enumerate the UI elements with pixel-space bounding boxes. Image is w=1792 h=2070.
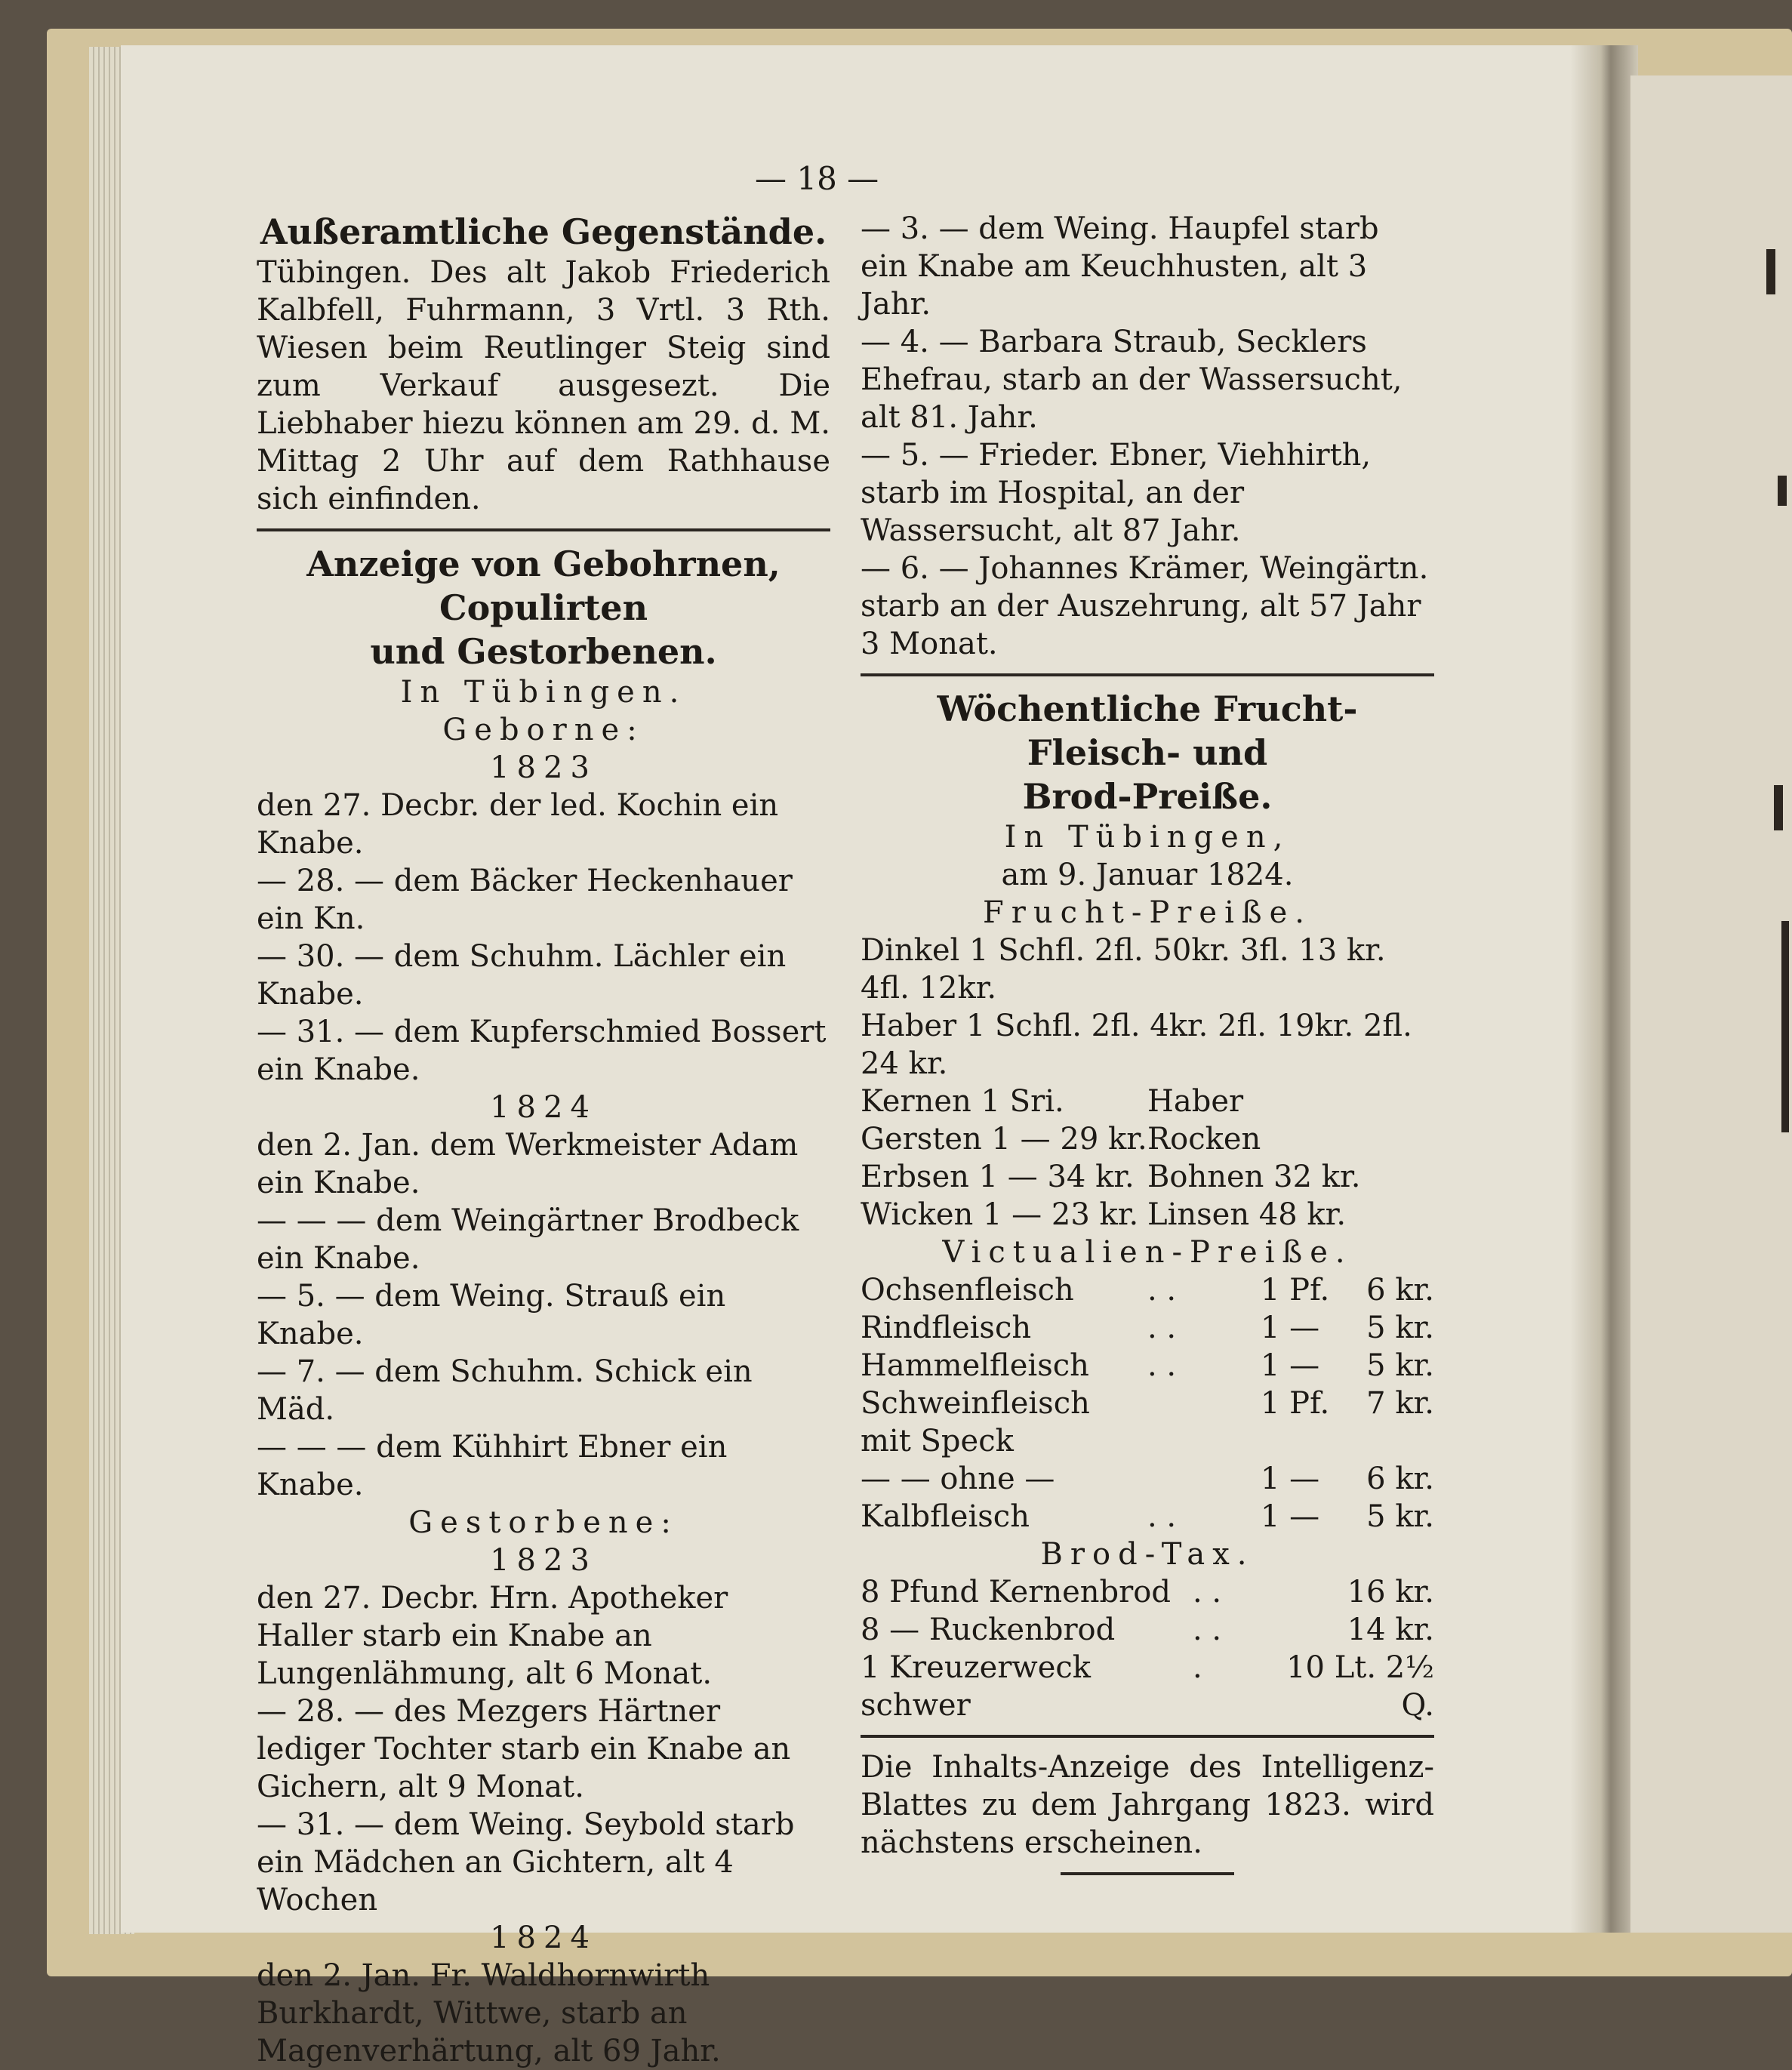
left-column: [257, 210, 830, 2070]
table-cell: Kalbfleisch: [861, 1499, 1030, 1534]
table-cell: .: [1193, 1650, 1202, 1685]
section-heading: und Gestorbenen.: [370, 631, 717, 672]
table-cell: 10 Lt. 2½ Q.: [1286, 1650, 1434, 1723]
year-heading: 1824: [490, 1090, 597, 1125]
list-item: den 27. Decbr. Hrn. Apotheker Haller starb ein Knabe an Lungenlähmung, alt 6 Monat.: [257, 1581, 728, 1691]
table-cell: Bohnen 32 kr.: [1147, 1160, 1361, 1194]
table-cell: 16 kr.: [1347, 1575, 1434, 1609]
table-cell: . .: [1193, 1613, 1222, 1647]
table-cell: 7 kr.: [1366, 1386, 1434, 1421]
facing-page-fragment: [1774, 785, 1783, 830]
table-cell: 6 kr.: [1366, 1273, 1434, 1308]
year-heading: 1823: [490, 1543, 597, 1578]
notice-paragraph: Tübingen. Des alt Jakob Friederich Kalbfell, Fuhrmann, 3 Vrtl. 3 Rth. Wiesen beim Reutlinger Steig sind zum Verkauf ausgesezt. Die Liebhaber hiezu können am 29. d. M. Mittag 2 Uhr auf dem Rathhause sich einfinden.: [257, 255, 830, 516]
subheading: Brod-Tax.: [1040, 1537, 1255, 1572]
date-line: am 9. Januar 1824.: [1001, 858, 1294, 892]
table-cell: — — ohne —: [861, 1462, 1055, 1496]
table-cell: Haber: [1147, 1084, 1244, 1119]
table-cell: 1 —: [1261, 1348, 1320, 1383]
list-item: — 31. — dem Weing. Seybold starb ein Mädchen an Gichtern, alt 4 Wochen: [257, 1807, 795, 1918]
price-row: Haber 1 Schfl. 2fl. 4kr. 2fl. 19kr. 2fl. 24 kr.: [861, 1009, 1412, 1081]
list-item: — — — dem Kühhirt Ebner ein Knabe.: [257, 1430, 728, 1502]
list-item: den 27. Decbr. der led. Kochin ein Knabe.: [257, 788, 779, 861]
table-cell: Rocken: [1147, 1122, 1261, 1157]
subheading: Gestorbene:: [408, 1505, 679, 1540]
notice-paragraph: Die Inhalts-Anzeige des Intelligenz-Blattes zu dem Jahrgang 1823. wird nächstens erscheinen.: [861, 1750, 1434, 1860]
table-cell: . .: [1147, 1311, 1177, 1345]
subheading: Victualien-Preiße.: [942, 1235, 1353, 1270]
list-item: — 28. — des Mezgers Härtner lediger Tochter starb ein Knabe an Gichern, alt 9 Monat.: [257, 1694, 791, 1804]
facing-page-fragment: [1766, 249, 1775, 294]
table-cell: 5 kr.: [1366, 1348, 1434, 1383]
facing-page-fragment: [1778, 476, 1787, 506]
list-item: — 30. — dem Schuhm. Lächler ein Knabe.: [257, 939, 787, 1012]
price-row: Dinkel 1 Schfl. 2fl. 50kr. 3fl. 13 kr. 4fl. 12kr.: [861, 933, 1386, 1006]
list-item: — 5. — dem Weing. Strauß ein Knabe.: [257, 1279, 726, 1351]
subheading: Frucht-Preiße.: [983, 895, 1312, 930]
list-item: — 3. — dem Weing. Haupfel starb ein Knabe am Keuchhusten, alt 3 Jahr.: [861, 211, 1379, 322]
place-heading: In Tübingen.: [400, 675, 687, 710]
table-cell: 1 —: [1261, 1499, 1320, 1534]
divider: [861, 1735, 1434, 1738]
year-heading: 1824: [490, 1921, 597, 1955]
section-heading: Außeramtliche Gegenstände.: [260, 211, 827, 252]
sri-price-table: [861, 1083, 1434, 1234]
bread-price-table: [861, 1573, 1434, 1724]
table-cell: [1147, 1460, 1261, 1498]
list-item: den 2. Jan. dem Werkmeister Adam ein Knabe.: [257, 1128, 799, 1200]
table-cell: . .: [1147, 1348, 1177, 1383]
table-cell: 14 kr.: [1347, 1613, 1434, 1647]
book-gutter: [1570, 45, 1638, 1933]
section-heading: Wöchentliche Frucht- Fleisch- und: [937, 688, 1358, 773]
table-cell: 8 — Ruckenbrod: [861, 1613, 1116, 1647]
table-cell: 5 kr.: [1366, 1499, 1434, 1534]
table-cell: 1 —: [1261, 1462, 1320, 1496]
section-heading: Anzeige von Gebohrnen, Copulirten: [306, 544, 781, 628]
table-cell: Wicken 1 — 23 kr.: [861, 1197, 1139, 1232]
divider: [257, 528, 830, 531]
list-item: — 4. — Barbara Straub, Secklers Ehefrau, starb an der Wassersucht, alt 81. Jahr.: [861, 325, 1403, 435]
table-cell: Erbsen 1 — 34 kr.: [861, 1160, 1135, 1194]
table-cell: Gersten 1 — 29 kr.: [861, 1122, 1147, 1157]
divider: [1061, 1872, 1234, 1875]
table-cell: 8 Pfund Kernenbrod: [861, 1575, 1171, 1609]
table-cell: Linsen 48 kr.: [1147, 1197, 1347, 1232]
right-column: [861, 210, 1434, 1875]
table-cell: 1 —: [1261, 1311, 1320, 1345]
table-cell: Schweinfleisch mit Speck: [861, 1386, 1090, 1459]
list-item: — 28. — dem Bäcker Heckenhauer ein Kn.: [257, 864, 793, 936]
list-item: — 7. — dem Schuhm. Schick ein Mäd.: [257, 1354, 753, 1427]
table-cell: Kernen 1 Sri.: [861, 1084, 1064, 1119]
page-number: — 18 —: [755, 160, 879, 197]
year-heading: 1823: [490, 750, 597, 785]
meat-price-table: [861, 1271, 1434, 1536]
table-cell: . .: [1147, 1273, 1177, 1308]
subheading: Geborne:: [442, 713, 645, 747]
table-cell: Hammelfleisch: [861, 1348, 1089, 1383]
list-item: — 5. — Frieder. Ebner, Viehhirth, starb im Hospital, an der Wassersucht, alt 87 Jahr.: [861, 438, 1372, 548]
table-cell: 1 Pf.: [1261, 1386, 1330, 1421]
table-cell: Rindfleisch: [861, 1311, 1032, 1345]
divider: [861, 673, 1434, 676]
list-item: — 6. — Johannes Krämer, Weingärtn. starb an der Auszehrung, alt 57 Jahr 3 Monat.: [861, 551, 1429, 661]
table-cell: . .: [1193, 1575, 1222, 1609]
place-heading: In Tübingen,: [1004, 820, 1291, 855]
table-cell: [1147, 1385, 1261, 1460]
list-item: — 31. — dem Kupferschmied Bossert ein Knabe.: [257, 1015, 827, 1087]
table-cell: 1 Kreuzerweck schwer: [861, 1650, 1092, 1723]
table-cell: Ochsenfleisch: [861, 1273, 1074, 1308]
list-item: — — — dem Weingärtner Brodbeck ein Knabe.: [257, 1203, 799, 1276]
section-heading: Brod-Preiße.: [1022, 776, 1273, 817]
table-cell: 5 kr.: [1366, 1311, 1434, 1345]
table-cell: 6 kr.: [1366, 1462, 1434, 1496]
table-cell: . .: [1147, 1499, 1177, 1534]
list-item: den 2. Jan. Fr. Waldhornwirth Burkhardt, Wittwe, starb an Magenverhärtung, alt 69 Jahr.: [257, 1958, 721, 2068]
table-cell: 1 Pf.: [1261, 1273, 1330, 1308]
facing-page-fragment: [1781, 921, 1789, 1132]
facing-page: [1630, 75, 1792, 1933]
